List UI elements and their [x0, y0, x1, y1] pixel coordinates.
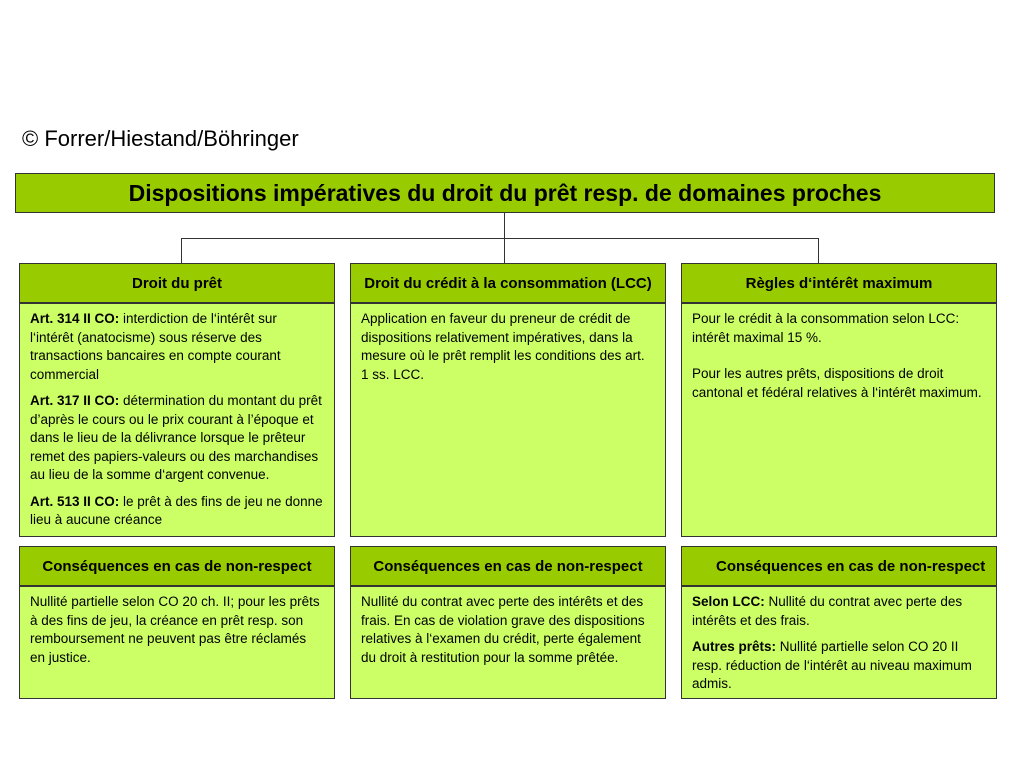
body-text: Nullité partielle selon CO 20 II resp. réduction de l‘intérêt au niveau maximum admis.	[692, 639, 972, 691]
cons-header-interet-maximum: Conséquences en cas de non-respect	[681, 546, 997, 586]
cons-body-droit-du-pret	[19, 586, 335, 699]
body-paragraph: Application en faveur du preneur de crédit de dispositions relativement impératives, dans la mesure où le prêt remplit les conditions des art. 1 ss. LCC.	[361, 311, 645, 382]
body-lcc	[350, 303, 666, 537]
body-paragraph: Nullité du contrat avec perte des intérêts et des frais. En cas de violation grave des dispositions relatives à l‘examen du crédit, perte également du droit à restitution pour la somme prêtée.	[361, 594, 645, 665]
header-lcc: Droit du crédit à la consommation (LCC)	[350, 263, 666, 303]
diagram-title: Dispositions impératives du droit du prêt resp. de domaines proches	[15, 173, 995, 213]
cons-body-interet-maximum	[681, 586, 997, 699]
body-interet-maximum	[681, 303, 997, 537]
cons-header-droit-du-pret: Conséquences en cas de non-respect	[19, 546, 335, 586]
body-paragraph: Pour les autres prêts, dispositions de droit cantonal et fédéral relatives à l‘intérêt maximum.	[692, 366, 982, 400]
body-droit-du-pret	[19, 303, 335, 537]
header-interet-maximum: Règles d‘intérêt maximum	[681, 263, 997, 303]
connector-vertical-main	[504, 213, 505, 239]
connector-left	[181, 238, 182, 263]
cons-header-lcc: Conséquences en cas de non-respect	[350, 546, 666, 586]
article-ref: Art. 314 II CO:	[30, 311, 120, 326]
body-paragraph	[30, 392, 324, 485]
article-text: interdiction de l‘intérêt sur l‘intérêt (anatocisme) sous réserve des transactions bancaires en compte courant commercial	[30, 311, 281, 382]
cons-body-lcc	[350, 586, 666, 699]
header-droit-du-pret: Droit du prêt	[19, 263, 335, 303]
body-paragraph	[692, 638, 986, 694]
body-paragraph	[30, 493, 324, 530]
article-text: le prêt à des fins de jeu ne donne lieu à aucune créance	[30, 493, 323, 527]
body-paragraph	[30, 310, 324, 384]
connector-middle	[504, 238, 505, 263]
body-paragraph: Nullité partielle selon CO 20 ch. II; pour les prêts à des fins de jeu, la créance en prêt resp. son remboursement ne peuvent pas être réclamés en justice.	[30, 594, 320, 665]
connector-horizontal	[181, 238, 819, 239]
connector-right	[818, 238, 819, 263]
label-bold: Autres prêts:	[692, 639, 777, 654]
body-text: Nullité du contrat avec perte des intérêts et des frais.	[692, 594, 963, 628]
label-bold: Selon LCC:	[692, 594, 765, 609]
article-ref: Art. 317 II CO:	[30, 393, 120, 408]
article-ref: Art. 513 II CO:	[30, 493, 120, 509]
body-paragraph: Pour le crédit à la consommation selon LCC: intérêt maximal 15 %.	[692, 311, 960, 345]
article-text: détermination du montant du prêt d’après le cours ou le prix courant à l’époque et dans le lieu de la délivrance lorsque le prêteur remet des papiers-valeurs ou des marchandises au lieu de la somme d‘argent convenue.	[30, 393, 322, 482]
body-paragraph	[692, 593, 986, 630]
copyright-text: © Forrer/Hiestand/Böhringer	[22, 126, 299, 151]
